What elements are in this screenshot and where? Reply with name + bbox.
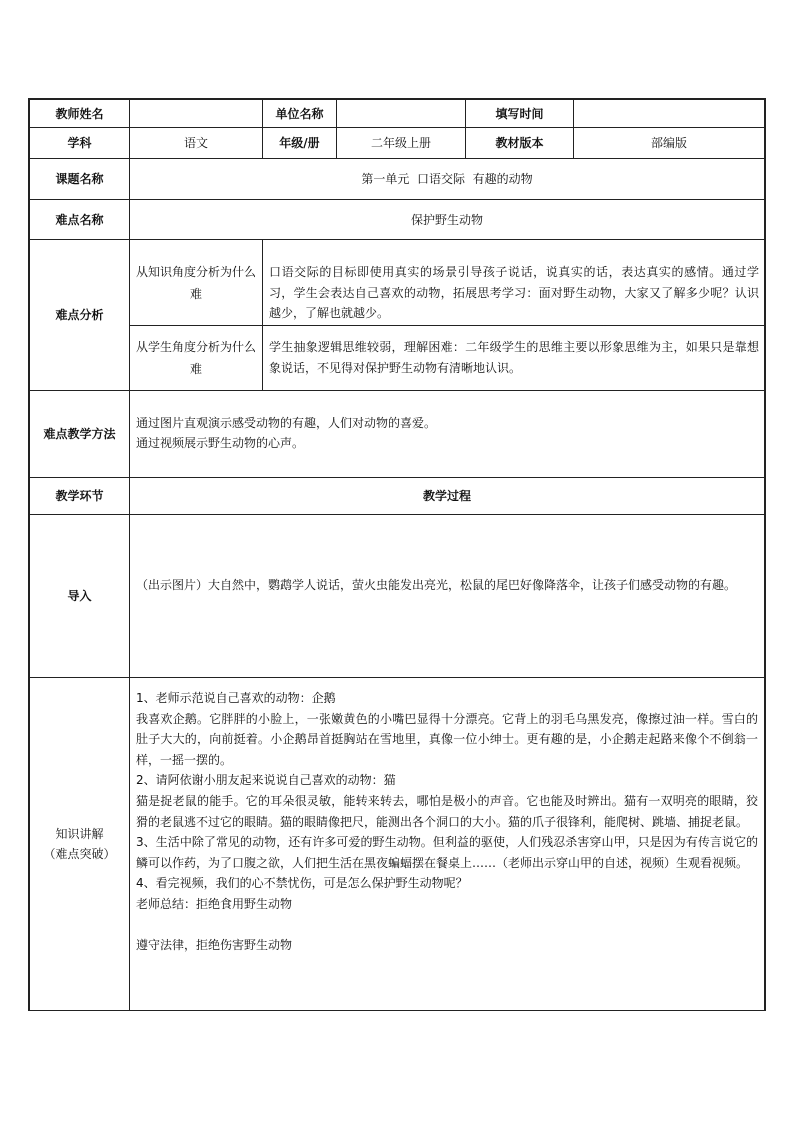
intro-text: （出示图片）大自然中，鹦鹉学人说话，萤火虫能发出亮光，松鼠的尾巴好像降落伞，让孩子们感受动物的有趣。 [136,578,737,592]
grade-value: 二年级上册 [370,136,431,150]
knowledge-paragraph: 我喜欢企鹅。它胖胖的小脸上，一张嫩黄色的小嘴巴显得十分漂亮。它背上的羽毛乌黑发亮，像擦过油一样。雪白的肚子大大的，向前挺着。小企鹅昂首挺胸站在雪地里，真像一位小绅士。更有趣的是，小企鹅走起路来像个不倒翁一样，一摇一摆的。 [136,711,758,767]
subject-value: 语文 [183,136,208,150]
knowledge-paragraph: 1、老师示范说自己喜欢的动物：企鹅 [136,691,336,705]
method-text [136,413,756,453]
student-angle-text: 学生抽象逻辑思维较弱，理解困难：二年级学生的思维主要以形象思维为主，如果只是靠想象说话，不见得对保护野生动物有清晰地认识。 [269,340,759,375]
table-border-bottom [28,1010,766,1011]
difficulty-label: 难点名称 [55,212,104,227]
grade-label: 年级/册 [279,136,320,150]
process-header: 教学过程 [422,489,471,503]
topic-label: 课题名称 [55,172,104,186]
analysis-label: 难点分析 [55,308,104,322]
edition-value: 部编版 [650,136,687,150]
knowledge-label-line: 知识讲解 [55,827,104,841]
fill-date-value[interactable] [574,100,764,127]
knowledge-paragraph: 猫是捉老鼠的能手。它的耳朵很灵敏，能转来转去，哪怕是极小的声音。它也能及时辨出。猫有一双明亮的眼睛，狡猾的老鼠逃不过它的眼睛。猫的眼睛像把尺，能测出各个洞口的大小。猫的爪子很锋利，能爬树、跳墙、捕捉老鼠。 [136,793,758,829]
unit-name-label: 单位名称 [275,106,324,121]
intro-label: 导入 [67,589,92,603]
subject-label: 学科 [67,136,92,150]
student-angle-label: 从学生角度分析为什么难 [136,340,257,376]
unit-name-value[interactable] [337,100,465,127]
knowledge-paragraph: 2、请阿依谢小朋友起来说说自己喜欢的动物：猫 [136,773,396,788]
knowledge-paragraph: 4、看完视频，我们的心不禁忧伤，可是怎么保护野生动物呢？ [136,876,468,891]
teacher-name-label: 教师姓名 [55,106,104,121]
topic-value: 第一单元 口语交际 有趣的动物 [361,172,533,186]
stage-header: 教学环节 [55,489,104,503]
knowledge-content [136,688,758,955]
knowledge-paragraph: 3、生活中除了常见的动物，还有许多可爱的野生动物。但利益的驱使，人们残忍杀害穿山甲，只是因为有传言说它的鳞可以作药，为了口腹之欲，人们把生活在黑夜蝙蝠摆在餐桌上……（老师出示穿山甲的自述，视频）生观看视频。 [136,835,758,870]
method-line: 通过图片直观演示感受动物的有趣，人们对动物的喜爱。 [136,416,437,430]
knowledge-angle-text: 口语交际的目标即使用真实的场景引导孩子说话，说真实的话，表达真实的感情。通过学习，学生会表达自己喜欢的动物，拓展思考学习：面对野生动物，大家又了解多少呢？认识越少，了解也就越少。 [269,265,759,320]
knowledge-paragraph: 老师总结：拒绝食用野生动物 [136,896,293,911]
row-divider [28,514,766,515]
table-border-right [764,98,766,1011]
row-divider [28,390,766,391]
edition-label: 教材版本 [495,136,544,150]
difficulty-value: 保护野生动物 [410,212,483,227]
column-divider [262,239,263,390]
knowledge-angle-label: 从知识角度分析为什么难 [136,264,257,301]
method-line: 通过视频展示野生动物的心声。 [136,436,305,450]
row-divider [28,677,766,678]
knowledge-label [30,678,129,1010]
knowledge-paragraph [136,915,758,935]
teacher-name-value[interactable] [130,100,262,127]
fill-date-label: 填写时间 [495,106,544,121]
method-label: 难点教学方法 [43,427,116,441]
knowledge-paragraph: 遵守法律，拒绝伤害野生动物 [136,937,293,952]
knowledge-label-line: （难点突破） [43,847,116,861]
